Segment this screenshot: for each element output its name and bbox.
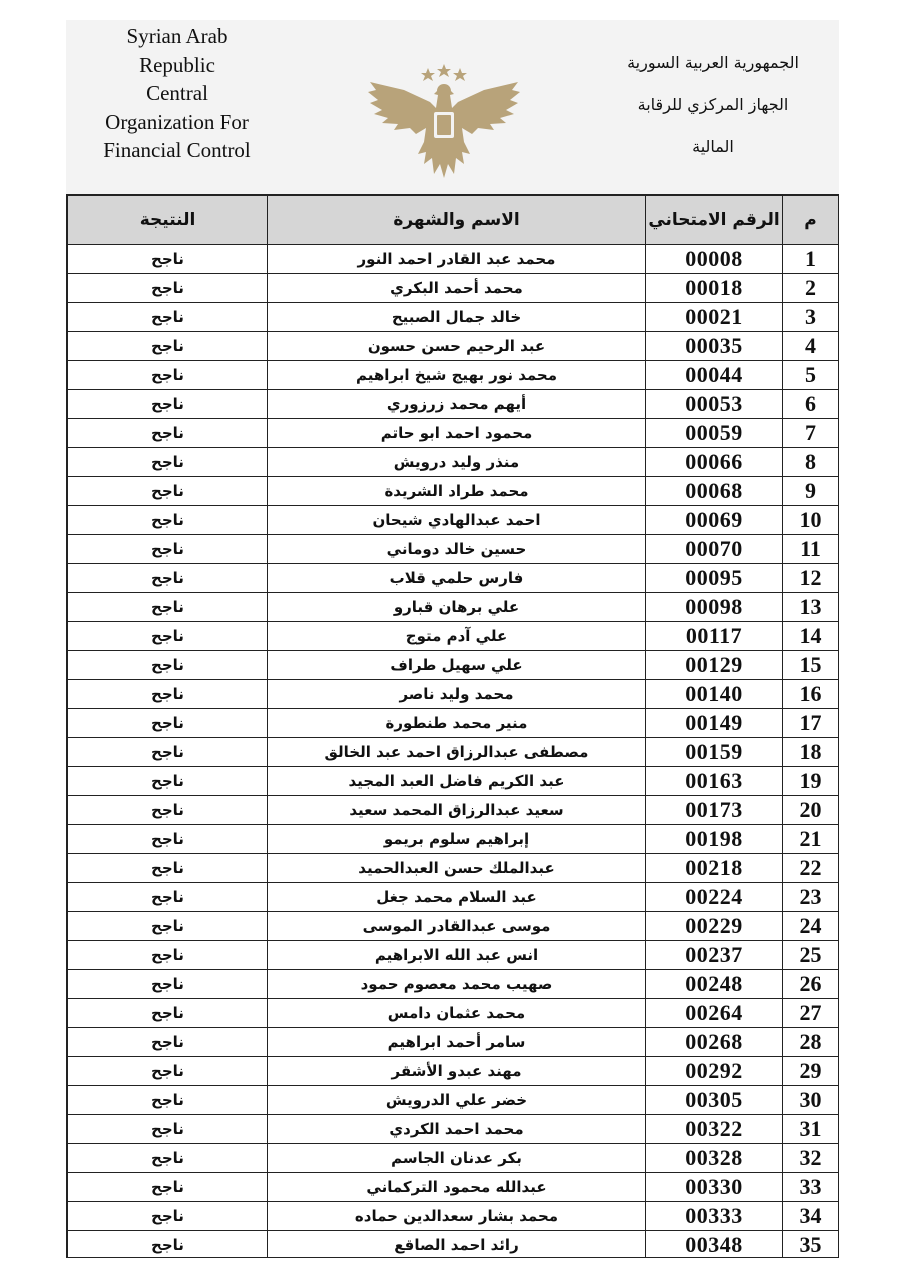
- exam-number-cell: 00229: [646, 912, 783, 941]
- row-index-cell: 5: [783, 361, 839, 390]
- row-index-cell: 25: [783, 941, 839, 970]
- result-cell: ناجح: [68, 738, 268, 767]
- row-index-cell: 17: [783, 709, 839, 738]
- name-cell: عبد الكريم فاضل العبد المجيد: [268, 767, 646, 796]
- exam-number-cell: 00292: [646, 1057, 783, 1086]
- result-cell: ناجح: [68, 1115, 268, 1144]
- exam-number-cell: 00035: [646, 332, 783, 361]
- name-cell: أيهم محمد زرزوري: [268, 390, 646, 419]
- table-row: [68, 332, 839, 361]
- exam-number-cell: 00268: [646, 1028, 783, 1057]
- table-row: [68, 419, 839, 448]
- table-row: [68, 564, 839, 593]
- result-cell: ناجح: [68, 912, 268, 941]
- row-index-cell: 8: [783, 448, 839, 477]
- result-cell: ناجح: [68, 419, 268, 448]
- table-row: [68, 941, 839, 970]
- result-cell: ناجح: [68, 709, 268, 738]
- exam-number-cell: 00322: [646, 1115, 783, 1144]
- table-row: [68, 883, 839, 912]
- result-cell: ناجح: [68, 883, 268, 912]
- name-cell: حسين خالد دوماني: [268, 535, 646, 564]
- exam-number-cell: 00018: [646, 274, 783, 303]
- table-row: [68, 767, 839, 796]
- row-index-cell: 31: [783, 1115, 839, 1144]
- exam-number-cell: 00237: [646, 941, 783, 970]
- result-cell: ناجح: [68, 1173, 268, 1202]
- row-index-cell: 14: [783, 622, 839, 651]
- name-cell: سامر أحمد ابراهيم: [268, 1028, 646, 1057]
- name-cell: محمد عثمان دامس: [268, 999, 646, 1028]
- row-index-cell: 19: [783, 767, 839, 796]
- english-title-line: Organization For: [105, 109, 249, 134]
- table-row: [68, 1173, 839, 1202]
- exam-number-cell: 00159: [646, 738, 783, 767]
- name-cell: مهند عبدو الأشقر: [268, 1057, 646, 1086]
- exam-number-cell: 00044: [646, 361, 783, 390]
- name-cell: محمد وليد ناصر: [268, 680, 646, 709]
- name-cell: منير محمد طنطورة: [268, 709, 646, 738]
- name-cell: منذر وليد درويش: [268, 448, 646, 477]
- name-cell: علي برهان قبارو: [268, 593, 646, 622]
- exam-number-cell: 00059: [646, 419, 783, 448]
- table-row: [68, 680, 839, 709]
- exam-number-cell: 00330: [646, 1173, 783, 1202]
- name-cell: عبد السلام محمد جغل: [268, 883, 646, 912]
- row-index-cell: 10: [783, 506, 839, 535]
- exam-number-cell: 00348: [646, 1231, 783, 1259]
- exam-number-cell: 00264: [646, 999, 783, 1028]
- name-cell: محمد احمد الكردي: [268, 1115, 646, 1144]
- name-cell: فارس حلمي قلاب: [268, 564, 646, 593]
- result-cell: ناجح: [68, 1028, 268, 1057]
- name-cell: رائد احمد الصاقع: [268, 1231, 646, 1259]
- table-row: [68, 738, 839, 767]
- name-cell: سعيد عبدالرزاق المحمد سعيد: [268, 796, 646, 825]
- row-index-cell: 29: [783, 1057, 839, 1086]
- table-body: [68, 245, 839, 1259]
- exam-number-cell: 00069: [646, 506, 783, 535]
- result-cell: ناجح: [68, 1086, 268, 1115]
- exam-number-cell: 00328: [646, 1144, 783, 1173]
- exam-number-cell: 00053: [646, 390, 783, 419]
- exam-number-cell: 00333: [646, 1202, 783, 1231]
- exam-number-cell: 00248: [646, 970, 783, 999]
- name-cell: محمد أحمد البكري: [268, 274, 646, 303]
- english-title-line: Central: [146, 81, 208, 105]
- row-index-cell: 18: [783, 738, 839, 767]
- result-cell: ناجح: [68, 332, 268, 361]
- row-index-cell: 15: [783, 651, 839, 680]
- table-header-row: [68, 196, 839, 245]
- result-cell: ناجح: [68, 564, 268, 593]
- table-row: [68, 854, 839, 883]
- result-cell: ناجح: [68, 245, 268, 274]
- result-cell: ناجح: [68, 506, 268, 535]
- exam-number-cell: 00021: [646, 303, 783, 332]
- arabic-organization-title: [590, 42, 836, 168]
- result-cell: ناجح: [68, 622, 268, 651]
- result-cell: ناجح: [68, 1057, 268, 1086]
- row-index-cell: 22: [783, 854, 839, 883]
- table-row: [68, 506, 839, 535]
- name-cell: خالد جمال الصبيح: [268, 303, 646, 332]
- result-cell: ناجح: [68, 999, 268, 1028]
- row-index-cell: 23: [783, 883, 839, 912]
- table-row: [68, 1115, 839, 1144]
- name-cell: بكر عدنان الجاسم: [268, 1144, 646, 1173]
- table-row: [68, 999, 839, 1028]
- result-cell: ناجح: [68, 854, 268, 883]
- row-index-cell: 11: [783, 535, 839, 564]
- row-index-cell: 35: [783, 1231, 839, 1259]
- exam-number-cell: 00149: [646, 709, 783, 738]
- row-index-cell: 6: [783, 390, 839, 419]
- row-index-cell: 13: [783, 593, 839, 622]
- english-title-line: Syrian Arab: [126, 24, 228, 48]
- eagle-emblem-icon: [364, 62, 524, 180]
- table-row: [68, 1028, 839, 1057]
- table-row: [68, 477, 839, 506]
- result-cell: ناجح: [68, 796, 268, 825]
- table-row: [68, 448, 839, 477]
- name-cell: احمد عبدالهادي شيحان: [268, 506, 646, 535]
- table-row: [68, 274, 839, 303]
- result-cell: ناجح: [68, 1202, 268, 1231]
- table-row: [68, 709, 839, 738]
- name-cell: خضر علي الدرويش: [268, 1086, 646, 1115]
- english-organization-title: [66, 22, 288, 165]
- table-row: [68, 825, 839, 854]
- table-row: [68, 535, 839, 564]
- exam-number-cell: 00224: [646, 883, 783, 912]
- result-cell: ناجح: [68, 535, 268, 564]
- name-cell: انس عبد الله الابراهيم: [268, 941, 646, 970]
- exam-number-cell: 00305: [646, 1086, 783, 1115]
- table-row: [68, 593, 839, 622]
- result-cell: ناجح: [68, 651, 268, 680]
- row-index-cell: 27: [783, 999, 839, 1028]
- result-cell: ناجح: [68, 680, 268, 709]
- arabic-title-line: الجهاز المركزي للرقابة: [637, 95, 789, 114]
- name-cell: علي آدم متوج: [268, 622, 646, 651]
- exam-number-cell: 00066: [646, 448, 783, 477]
- name-cell: عبدالله محمود التركماني: [268, 1173, 646, 1202]
- result-cell: ناجح: [68, 361, 268, 390]
- exam-number-cell: 00173: [646, 796, 783, 825]
- exam-number-cell: 00095: [646, 564, 783, 593]
- result-cell: ناجح: [68, 941, 268, 970]
- name-cell: محمد طراد الشريدة: [268, 477, 646, 506]
- row-index-cell: 34: [783, 1202, 839, 1231]
- name-cell: عبدالملك حسن العبدالحميد: [268, 854, 646, 883]
- table-row: [68, 361, 839, 390]
- result-cell: ناجح: [68, 303, 268, 332]
- result-cell: ناجح: [68, 274, 268, 303]
- exam-number-cell: 00218: [646, 854, 783, 883]
- result-cell: ناجح: [68, 593, 268, 622]
- row-index-cell: 20: [783, 796, 839, 825]
- header-exam-number: الرقم الامتحاني: [646, 196, 783, 245]
- name-cell: محمود احمد ابو حاتم: [268, 419, 646, 448]
- table-row: [68, 796, 839, 825]
- row-index-cell: 32: [783, 1144, 839, 1173]
- table-row: [68, 390, 839, 419]
- table-row: [68, 970, 839, 999]
- row-index-cell: 26: [783, 970, 839, 999]
- header-name: الاسم والشهرة: [268, 196, 646, 245]
- result-cell: ناجح: [68, 767, 268, 796]
- table-row: [68, 245, 839, 274]
- arabic-title-line: الجمهورية العربية السورية: [627, 53, 799, 72]
- arabic-title-line: المالية: [692, 137, 734, 156]
- results-table: [67, 195, 839, 1258]
- table-row: [68, 651, 839, 680]
- result-cell: ناجح: [68, 970, 268, 999]
- result-cell: ناجح: [68, 825, 268, 854]
- english-title-line: Financial Control: [103, 138, 251, 162]
- name-cell: إبراهيم سلوم بريمو: [268, 825, 646, 854]
- table-row: [68, 622, 839, 651]
- row-index-cell: 33: [783, 1173, 839, 1202]
- header-index: م: [783, 196, 839, 245]
- name-cell: محمد نور بهيج شيخ ابراهيم: [268, 361, 646, 390]
- row-index-cell: 9: [783, 477, 839, 506]
- table-row: [68, 1086, 839, 1115]
- exam-number-cell: 00068: [646, 477, 783, 506]
- results-sheet: [66, 194, 839, 1258]
- name-cell: محمد بشار سعدالدين حماده: [268, 1202, 646, 1231]
- result-cell: ناجح: [68, 390, 268, 419]
- exam-number-cell: 00140: [646, 680, 783, 709]
- result-cell: ناجح: [68, 448, 268, 477]
- table-row: [68, 1231, 839, 1259]
- exam-number-cell: 00070: [646, 535, 783, 564]
- row-index-cell: 4: [783, 332, 839, 361]
- result-cell: ناجح: [68, 1231, 268, 1259]
- table-row: [68, 1144, 839, 1173]
- name-cell: علي سهيل طراف: [268, 651, 646, 680]
- english-title-line: Republic: [139, 52, 215, 77]
- table-row: [68, 303, 839, 332]
- row-index-cell: 28: [783, 1028, 839, 1057]
- name-cell: مصطفى عبدالرزاق احمد عبد الخالق: [268, 738, 646, 767]
- name-cell: صهيب محمد معصوم حمود: [268, 970, 646, 999]
- name-cell: عبد الرحيم حسن حسون: [268, 332, 646, 361]
- table-row: [68, 912, 839, 941]
- exam-number-cell: 00129: [646, 651, 783, 680]
- name-cell: موسى عبدالقادر الموسى: [268, 912, 646, 941]
- row-index-cell: 24: [783, 912, 839, 941]
- header-result: النتيجة: [68, 196, 268, 245]
- row-index-cell: 3: [783, 303, 839, 332]
- row-index-cell: 7: [783, 419, 839, 448]
- row-index-cell: 2: [783, 274, 839, 303]
- result-cell: ناجح: [68, 1144, 268, 1173]
- row-index-cell: 12: [783, 564, 839, 593]
- exam-number-cell: 00008: [646, 245, 783, 274]
- table-row: [68, 1057, 839, 1086]
- exam-number-cell: 00198: [646, 825, 783, 854]
- table-row: [68, 1202, 839, 1231]
- exam-number-cell: 00098: [646, 593, 783, 622]
- row-index-cell: 16: [783, 680, 839, 709]
- name-cell: محمد عبد القادر احمد النور: [268, 245, 646, 274]
- row-index-cell: 1: [783, 245, 839, 274]
- result-cell: ناجح: [68, 477, 268, 506]
- row-index-cell: 21: [783, 825, 839, 854]
- exam-number-cell: 00117: [646, 622, 783, 651]
- exam-number-cell: 00163: [646, 767, 783, 796]
- row-index-cell: 30: [783, 1086, 839, 1115]
